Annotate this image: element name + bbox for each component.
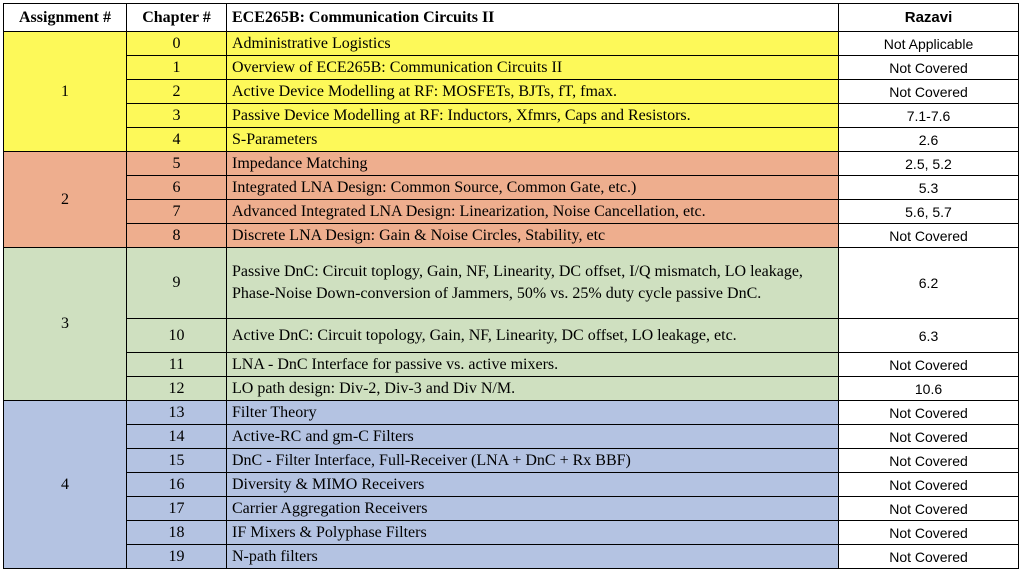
razavi-cell: Not Covered	[839, 497, 1019, 521]
assignment-header: Assignment #	[4, 4, 127, 32]
razavi-cell: 5.3	[839, 176, 1019, 200]
chapter-header: Chapter #	[127, 4, 227, 32]
chapter-cell: 19	[127, 545, 227, 569]
table-row	[4, 128, 1019, 152]
assignment-cell: 3	[4, 248, 127, 401]
table-row	[4, 152, 1019, 176]
topic-cell: Overview of ECE265B: Communication Circuits II	[227, 56, 839, 80]
topic-cell: Integrated LNA Design: Common Source, Common Gate, etc.)	[227, 176, 839, 200]
razavi-cell: 10.6	[839, 377, 1019, 401]
table-row	[4, 521, 1019, 545]
razavi-cell: Not Covered	[839, 449, 1019, 473]
chapter-cell: 11	[127, 353, 227, 377]
table-row	[4, 248, 1019, 319]
table-row	[4, 473, 1019, 497]
topic-cell: S-Parameters	[227, 128, 839, 152]
header-row	[4, 4, 1019, 32]
razavi-cell: Not Applicable	[839, 32, 1019, 56]
table-row	[4, 200, 1019, 224]
syllabus-table	[3, 3, 1019, 569]
table-row	[4, 353, 1019, 377]
razavi-cell: 2.6	[839, 128, 1019, 152]
chapter-cell: 16	[127, 473, 227, 497]
topic-cell: LO path design: Div-2, Div-3 and Div N/M.	[227, 377, 839, 401]
razavi-cell: 7.1-7.6	[839, 104, 1019, 128]
table-row	[4, 449, 1019, 473]
razavi-cell: 6.3	[839, 319, 1019, 353]
razavi-cell: Not Covered	[839, 473, 1019, 497]
razavi-cell: 6.2	[839, 248, 1019, 319]
chapter-cell: 10	[127, 319, 227, 353]
chapter-cell: 8	[127, 224, 227, 248]
razavi-cell: 2.5, 5.2	[839, 152, 1019, 176]
table-row	[4, 80, 1019, 104]
topic-cell: Carrier Aggregation Receivers	[227, 497, 839, 521]
topic-cell: Diversity & MIMO Receivers	[227, 473, 839, 497]
topic-cell: DnC - Filter Interface, Full-Receiver (LNA + DnC + Rx BBF)	[227, 449, 839, 473]
table-row	[4, 176, 1019, 200]
topic-cell: LNA - DnC Interface for passive vs. active mixers.	[227, 353, 839, 377]
topic-cell: Advanced Integrated LNA Design: Linearization, Noise Cancellation, etc.	[227, 200, 839, 224]
chapter-cell: 7	[127, 200, 227, 224]
razavi-cell: Not Covered	[839, 80, 1019, 104]
chapter-cell: 12	[127, 377, 227, 401]
razavi-cell: 5.6, 5.7	[839, 200, 1019, 224]
chapter-cell: 4	[127, 128, 227, 152]
chapter-cell: 1	[127, 56, 227, 80]
assignment-cell: 1	[4, 32, 127, 152]
assignment-cell: 4	[4, 401, 127, 569]
razavi-cell: Not Covered	[839, 56, 1019, 80]
table-row	[4, 545, 1019, 569]
chapter-cell: 0	[127, 32, 227, 56]
chapter-cell: 18	[127, 521, 227, 545]
topic-cell: Filter Theory	[227, 401, 839, 425]
razavi-cell: Not Covered	[839, 224, 1019, 248]
table-row	[4, 56, 1019, 80]
table-row	[4, 104, 1019, 128]
topic-cell: IF Mixers & Polyphase Filters	[227, 521, 839, 545]
chapter-cell: 2	[127, 80, 227, 104]
table-row	[4, 377, 1019, 401]
topic-cell: Active Device Modelling at RF: MOSFETs, BJTs, fT, fmax.	[227, 80, 839, 104]
table-row	[4, 224, 1019, 248]
table-row	[4, 425, 1019, 449]
razavi-cell: Not Covered	[839, 425, 1019, 449]
chapter-cell: 6	[127, 176, 227, 200]
razavi-cell: Not Covered	[839, 521, 1019, 545]
table-row	[4, 319, 1019, 353]
table-row	[4, 401, 1019, 425]
razavi-cell: Not Covered	[839, 401, 1019, 425]
topic-header: ECE265B: Communication Circuits II	[227, 4, 839, 32]
chapter-cell: 3	[127, 104, 227, 128]
chapter-cell: 14	[127, 425, 227, 449]
topic-cell: Discrete LNA Design: Gain & Noise Circles, Stability, etc	[227, 224, 839, 248]
chapter-cell: 17	[127, 497, 227, 521]
chapter-cell: 9	[127, 248, 227, 319]
topic-cell: Active DnC: Circuit topology, Gain, NF, Linearity, DC offset, LO leakage, etc.	[227, 319, 839, 353]
topic-cell: Administrative Logistics	[227, 32, 839, 56]
table-row	[4, 497, 1019, 521]
topic-cell: Passive DnC: Circuit toplogy, Gain, NF, Linearity, DC offset, I/Q mismatch, LO leakage, Phase-Noise Down-conversion of Jammers, 50% vs. 25% duty cycle passive DnC.	[227, 248, 839, 319]
assignment-cell: 2	[4, 152, 127, 248]
topic-cell: Passive Device Modelling at RF: Inductors, Xfmrs, Caps and Resistors.	[227, 104, 839, 128]
chapter-cell: 13	[127, 401, 227, 425]
chapter-cell: 5	[127, 152, 227, 176]
razavi-cell: Not Covered	[839, 353, 1019, 377]
topic-cell: Impedance Matching	[227, 152, 839, 176]
topic-cell: Active-RC and gm-C Filters	[227, 425, 839, 449]
razavi-header: Razavi	[839, 4, 1019, 32]
chapter-cell: 15	[127, 449, 227, 473]
topic-cell: N-path filters	[227, 545, 839, 569]
table-row	[4, 32, 1019, 56]
razavi-cell: Not Covered	[839, 545, 1019, 569]
